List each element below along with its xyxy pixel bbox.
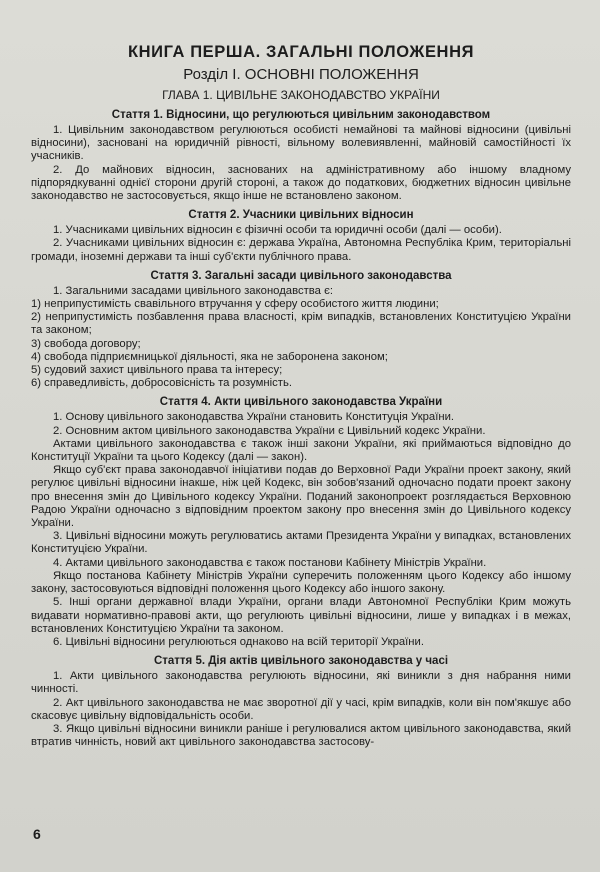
article-4 [31,396,571,649]
article-3 [31,270,571,391]
article-paragraph: 6. Цивільні відносини регулюються однаково на всій території України. [53,635,424,648]
article-title: Стаття 3. Загальні засади цивільного законодавства [150,269,452,282]
article-title: Стаття 4. Акти цивільного законодавства України [159,396,443,409]
list-item: 1) неприпустимість свавільного втручання у сферу особистого життя людини; [31,298,439,311]
page-content [31,43,571,755]
list-item: 4) свобода підприємницької діяльності, яка не заборонена законом; [31,350,388,363]
article-title: Стаття 5. Дія актів цивільного законодавства у часі [153,655,449,668]
book-title: КНИГА ПЕРША. ЗАГАЛЬНІ ПОЛОЖЕННЯ [127,43,475,61]
article-paragraph: Якщо постанова Кабінету Міністрів України суперечить положенням цього Кодексу або іншому закону, застосовуються відповідні положення цього Кодексу або іншого закону. [31,569,571,596]
article-title: Стаття 2. Учасники цивільних відносин [188,209,414,222]
article-paragraph: 3. Якщо цивільні відносини виникли раніше і регулювалися актом цивільного законодавства, який втратив чинність, новий акт цивільного законодавства застосову- [31,722,571,749]
article-paragraph: 2. До майнових відносин, заснованих на адміністративному або іншому владному підпорядкуванні однієї сторони другій стороні, а також до податкових, бюджетних відносин цивільне законодавство не застосовується, якщо інше не встановлено законом. [31,163,571,203]
article-paragraph: 1. Учасниками цивільних відносин є фізичні особи та юридичні особи (далі — особи). [53,224,502,237]
article-paragraph: 4. Актами цивільного законодавства є також постанови Кабінету Міністрів України. [53,556,487,569]
list-item: 6) справедливість, добросовісність та розумність. [31,377,292,390]
article-paragraph: 2. Учасниками цивільних відносин є: держава Україна, Автономна Республіка Крим, територіальні громади, іноземні держави та інші суб'єкти публічного права. [31,237,571,263]
article-paragraph: 1. Основу цивільного законодавства України становить Конституція України. [53,411,455,424]
chapter-title: ГЛАВА 1. ЦИВІЛЬНЕ ЗАКОНОДАВСТВО УКРАЇНИ [162,88,440,102]
article-paragraph: Якщо суб'єкт права законодавчої ініціативи подав до Верховної Ради України проект закону, який регулює цивільні відносини інакше, ніж цей Кодекс, він зобов'язаний одночасно подати проект закону про внесення змін до Цивільного кодексу України. Поданий законопроект розглядається Верховною Радою України одночасно з відповідним проектом закону про внесення змін до Цивільного кодексу України. [31,464,571,530]
article-2 [31,209,571,264]
article-paragraph: 1. Цивільним законодавством регулюються особисті немайнові та майнові відносини (цивільні відносини), засновані на юридичній рівності, вільному волевиявленні, майновій самостійності їх учасників. [31,124,571,163]
list-item: 5) судовий захист цивільного права та інтересу; [31,364,283,377]
list-item: 3) свобода договору; [31,337,141,350]
article-5 [31,655,571,749]
article-paragraph: 2. Акт цивільного законодавства не має зворотної дії у часі, крім випадків, коли він пом'якшує або скасовує цивільну відповідальність особи. [31,696,571,722]
section-title: Розділ І. ОСНОВНІ ПОЛОЖЕННЯ [183,66,419,83]
list-item: 2) неприпустимість позбавлення права власності, крім випадків, встановлених Конституцією України та законом; [31,311,571,337]
article-paragraph: 2. Основним актом цивільного законодавства України є Цивільний кодекс України. [53,424,486,437]
article-paragraph: 3. Цивільні відносини можуть регулюватись актами Президента України у випадках, встановлених Конституцією України. [31,530,571,556]
article-1 [31,109,571,203]
article-title: Стаття 1. Відносини, що регулюються цивільним законодавством [111,109,491,121]
article-paragraph: 1. Загальними засадами цивільного законодавства є: [53,284,333,297]
page-number: 6 [33,826,41,842]
article-paragraph: Актами цивільного законодавства є також інші закони України, які приймаються відповідно до Конституції України та цього Кодексу (далі — закон). [31,437,571,464]
article-paragraph: 1. Акти цивільного законодавства регулюють відносини, які виникли з дня набрання ними чинності. [31,670,571,696]
article-paragraph: 5. Інші органи державної влади України, органи влади Автономної Республіки Крим можуть видавати нормативно-правові акти, що регулюють цивільні відносини, лише у випадках і в межах, встановлених Конституцією України та законом. [31,596,571,635]
